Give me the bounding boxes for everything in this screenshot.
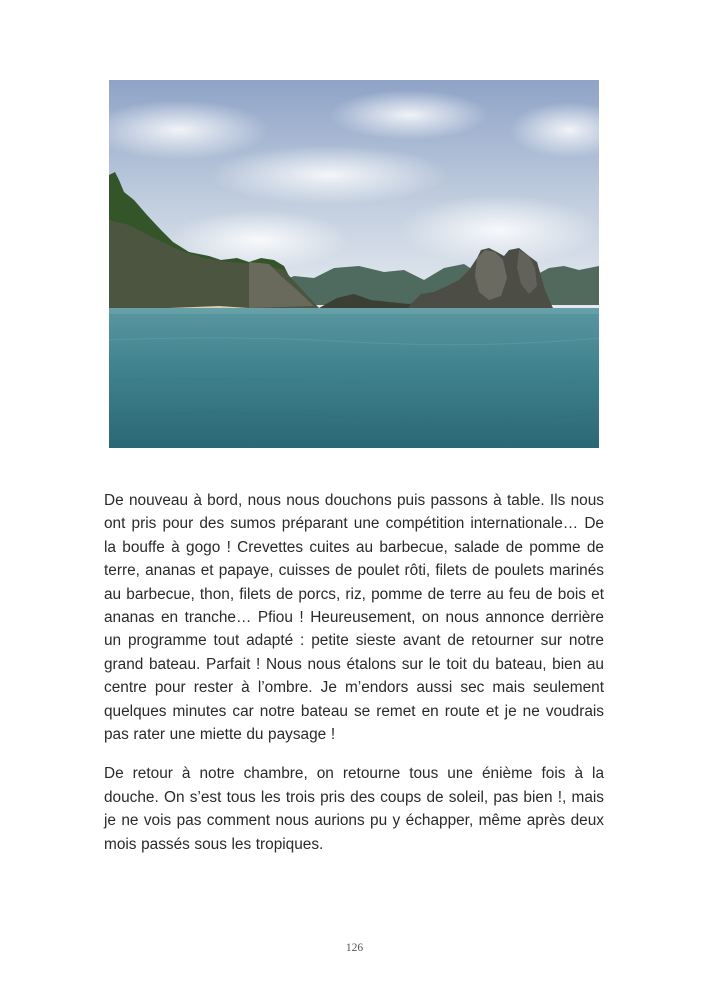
karst-islands-photo (109, 80, 599, 448)
body-text (104, 489, 604, 856)
paragraph-1: De nouveau à bord, nous nous douchons puis passons à table. Ils nous ont pris pour des sumos préparant une compétition internationale… De la bouffe à gogo ! Crevettes cuites au barbecue, salade de pomme de terre, ananas et papaye, cuisses de poulet rôti, filets de poulets marinés au barbecue, thon, filets de porcs, riz, pomme de terre au feu de bois et ananas en tranche… Pfiou ! Heureusement, on nous annonce derrière un programme tout adapté : petite sieste avant de retourner sur notre grand bateau. Parfait ! Nous nous étalons sur le toit du bateau, bien au centre pour rester à l’ombre. Je m’endors aussi sec mais seulement quelques minutes car notre bateau se remet en route et je ne voudrais pas rater une miette du paysage ! (104, 492, 604, 744)
paragraph-2: De retour à notre chambre, on retourne tous une énième fois à la douche. On s’est tous les trois pris des coups de soleil, pas bien !, mais je ne vois pas comment nous aurions pu y échapper, même après deux mois passés sous les tropiques. (104, 765, 604, 853)
page-number: 126 (345, 942, 364, 954)
sea (109, 308, 599, 448)
